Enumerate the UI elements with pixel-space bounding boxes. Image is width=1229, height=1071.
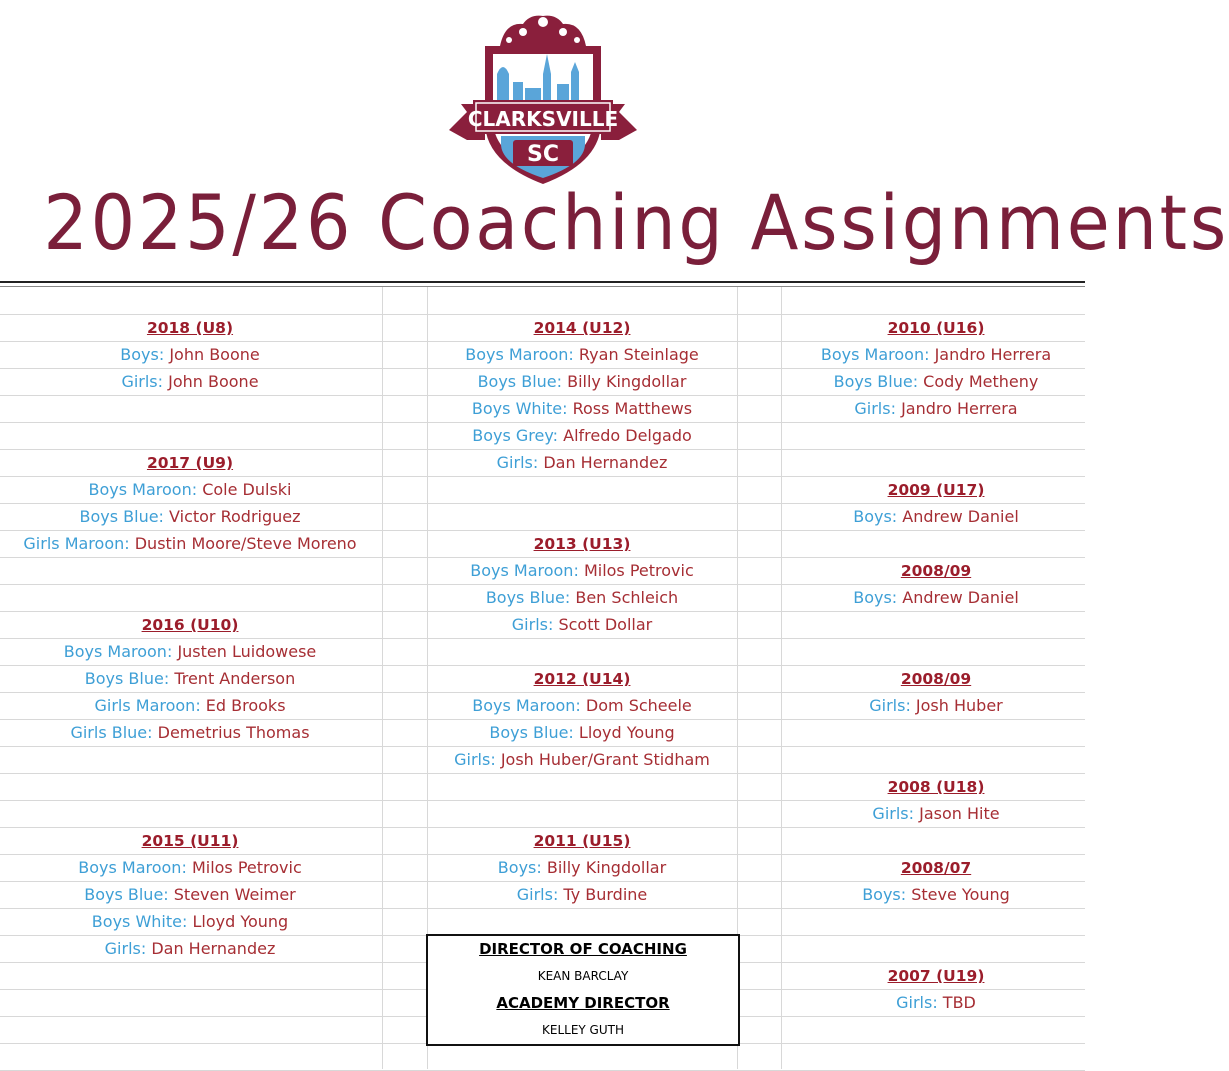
age-group-heading	[756, 314, 1116, 341]
team-assignment-row	[402, 395, 762, 422]
coach-name: Jandro Herrera	[901, 399, 1018, 418]
academy-director-title: ACADEMY DIRECTOR	[496, 994, 670, 1012]
team-assignment-row	[10, 908, 370, 935]
clarksville-sc-crest-icon	[445, 12, 641, 188]
coach-name: Milos Petrovic	[191, 858, 302, 877]
coach-name: Ryan Steinlage	[578, 345, 699, 364]
team-assignment-row	[10, 638, 370, 665]
page-header	[0, 0, 1229, 282]
team-assignment-row	[402, 719, 762, 746]
age-group-heading	[756, 665, 1116, 692]
team-assignment-row	[756, 692, 1116, 719]
team-assignment-row	[10, 854, 370, 881]
coach-name: Trent Anderson	[174, 669, 296, 688]
age-group-heading	[402, 827, 762, 854]
team-label: Boys:	[120, 345, 165, 364]
team-label: Boys Blue:	[84, 669, 170, 688]
coach-name: Dom Scheele	[585, 696, 692, 715]
coach-name: Billy Kingdollar	[546, 858, 667, 877]
team-label: Boys Grey:	[472, 426, 559, 445]
team-assignment-row	[402, 692, 762, 719]
coach-name: Demetrius Thomas	[157, 723, 310, 742]
team-assignment-row	[402, 611, 762, 638]
team-label: Boys Blue:	[477, 372, 563, 391]
team-assignment-row	[402, 746, 762, 773]
coach-name: John Boone	[169, 345, 260, 364]
age-group-heading-text: 2014 (U12)	[533, 319, 631, 337]
age-group-heading-text: 2010 (U16)	[887, 319, 985, 337]
coach-name: Ross Matthews	[572, 399, 693, 418]
team-label: Boys Blue:	[489, 723, 574, 742]
age-group-heading	[402, 530, 762, 557]
age-group-heading-text: 2018 (U8)	[146, 319, 234, 337]
team-assignment-row	[10, 935, 370, 962]
team-assignment-row	[10, 503, 370, 530]
age-group-heading	[10, 449, 370, 476]
grid-column-line	[382, 287, 383, 1069]
age-group-heading	[756, 476, 1116, 503]
header-divider	[0, 281, 1085, 283]
team-label: Girls:	[454, 750, 496, 769]
age-group-heading-text: 2007 (U19)	[887, 967, 985, 985]
team-label: Boys Maroon:	[472, 696, 581, 715]
team-label: Boys Blue:	[79, 507, 164, 526]
coach-name: Dan Hernandez	[543, 453, 668, 472]
team-label: Boys Maroon:	[78, 858, 187, 877]
team-assignment-row	[10, 881, 370, 908]
team-assignment-row	[756, 395, 1116, 422]
team-label: Boys White:	[91, 912, 188, 931]
team-label: Boys:	[853, 507, 898, 526]
coach-name: Lloyd Young	[192, 912, 289, 931]
team-label: Girls:	[869, 696, 911, 715]
team-label: Girls:	[896, 993, 938, 1012]
team-label: Girls:	[121, 372, 164, 391]
team-label: Boys Blue:	[485, 588, 571, 607]
coach-name: Victor Rodriguez	[169, 507, 301, 526]
coach-name: Justen Luidowese	[177, 642, 317, 661]
coach-name: Dustin Moore/Steve Moreno	[134, 534, 357, 553]
team-assignment-row	[402, 584, 762, 611]
age-group-heading	[10, 827, 370, 854]
age-group-heading	[10, 611, 370, 638]
team-assignment-row	[10, 665, 370, 692]
director-of-coaching-title: DIRECTOR OF COACHING	[479, 940, 687, 958]
team-assignment-row	[402, 557, 762, 584]
team-assignment-row	[402, 881, 762, 908]
age-group-heading	[402, 665, 762, 692]
age-group-heading-text: 2008 (U18)	[887, 778, 985, 796]
coach-name: Cole Dulski	[202, 480, 292, 499]
team-label: Boys Maroon:	[88, 480, 198, 499]
team-label: Boys Maroon:	[465, 345, 574, 364]
coach-name: Cody Metheny	[923, 372, 1039, 391]
coach-name: Andrew Daniel	[902, 507, 1019, 526]
coach-name: Ed Brooks	[205, 696, 286, 715]
age-group-heading-text: 2017 (U9)	[146, 454, 234, 472]
coach-name: Alfredo Delgado	[563, 426, 692, 445]
coach-name: TBD	[942, 993, 976, 1012]
team-label: Boys:	[497, 858, 542, 877]
svg-text:SC: SC	[527, 142, 559, 167]
team-label: Girls:	[104, 939, 147, 958]
directors-box	[426, 934, 740, 1046]
team-assignment-row	[402, 449, 762, 476]
coach-name: Ty Burdine	[563, 885, 648, 904]
page-title: 2025/26 Coaching Assignments	[43, 178, 1229, 267]
age-group-heading	[756, 854, 1116, 881]
team-label: Boys Maroon:	[820, 345, 930, 364]
team-assignment-row	[402, 422, 762, 449]
age-group-heading-text: 2009 (U17)	[887, 481, 985, 499]
age-group-heading	[402, 314, 762, 341]
age-group-heading-text: 2015 (U11)	[141, 832, 239, 850]
age-group-heading-text: 2013 (U13)	[533, 535, 631, 553]
team-label: Boys Maroon:	[470, 561, 579, 580]
team-assignment-row	[756, 503, 1116, 530]
team-assignment-row	[10, 341, 370, 368]
academy-director-name: KELLEY GUTH	[542, 1023, 624, 1037]
age-group-heading-text: 2011 (U15)	[533, 832, 631, 850]
team-assignment-row	[756, 368, 1116, 395]
team-label: Girls:	[511, 615, 554, 634]
coach-name: Josh Huber/Grant Stidham	[500, 750, 710, 769]
coach-name: Jason Hite	[919, 804, 1000, 823]
age-group-heading-text: 2012 (U14)	[533, 670, 631, 688]
age-group-heading	[10, 314, 370, 341]
coach-name: John Boone	[168, 372, 259, 391]
team-label: Girls:	[496, 453, 539, 472]
team-label: Boys Blue:	[833, 372, 919, 391]
team-label: Boys White:	[471, 399, 568, 418]
coach-name: Josh Huber	[915, 696, 1003, 715]
team-assignment-row	[10, 476, 370, 503]
age-group-heading-text: 2008/09	[900, 670, 972, 688]
team-assignment-row	[402, 854, 762, 881]
svg-text:CLARKSVILLE: CLARKSVILLE	[467, 107, 619, 131]
team-label: Girls Maroon:	[23, 534, 130, 553]
team-label: Girls Blue:	[70, 723, 153, 742]
team-assignment-row	[756, 881, 1116, 908]
team-assignment-row	[756, 341, 1116, 368]
coach-name: Steven Weimer	[173, 885, 296, 904]
coach-name: Andrew Daniel	[902, 588, 1019, 607]
coach-name: Billy Kingdollar	[567, 372, 687, 391]
coach-name: Lloyd Young	[578, 723, 675, 742]
age-group-heading-text: 2008/09	[900, 562, 972, 580]
age-group-heading-text: 2016 (U10)	[141, 616, 239, 634]
team-label: Girls:	[516, 885, 559, 904]
team-assignment-row	[10, 368, 370, 395]
team-label: Boys Blue:	[84, 885, 169, 904]
spreadsheet-grid	[0, 287, 1085, 1069]
age-group-heading	[756, 962, 1116, 989]
age-group-heading	[756, 773, 1116, 800]
team-label: Boys:	[853, 588, 898, 607]
coach-name: Dan Hernandez	[151, 939, 276, 958]
team-label: Girls:	[854, 399, 896, 418]
team-assignment-row	[756, 989, 1116, 1016]
team-assignment-row	[756, 584, 1116, 611]
age-group-heading	[756, 557, 1116, 584]
coach-name: Milos Petrovic	[583, 561, 694, 580]
coach-name: Ben Schleich	[575, 588, 679, 607]
team-assignment-row	[402, 341, 762, 368]
team-assignment-row	[10, 692, 370, 719]
director-of-coaching-name: KEAN BARCLAY	[537, 969, 629, 983]
team-assignment-row	[756, 800, 1116, 827]
team-assignment-row	[10, 719, 370, 746]
team-label: Girls Maroon:	[94, 696, 201, 715]
coach-name: Jandro Herrera	[934, 345, 1052, 364]
team-assignment-row	[402, 368, 762, 395]
team-label: Girls:	[872, 804, 915, 823]
team-label: Boys Maroon:	[63, 642, 173, 661]
coach-name: Scott Dollar	[558, 615, 653, 634]
team-label: Boys:	[862, 885, 907, 904]
coach-name: Steve Young	[911, 885, 1010, 904]
team-assignment-row	[10, 530, 370, 557]
age-group-heading-text: 2008/07	[900, 859, 972, 877]
